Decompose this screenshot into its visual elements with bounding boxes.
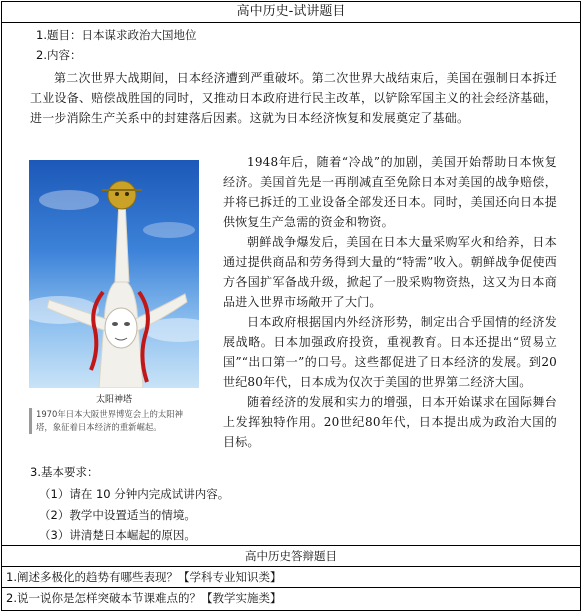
qa-section: [2, 545, 580, 609]
exam-sheet: [1, 1, 581, 611]
requirement-item: （2）教学中设置适当的情境。: [39, 508, 196, 522]
qa-title: 高中历史答辩题目: [2, 546, 580, 567]
qa-question: 2.说一说你是怎样突破本节课难点的？【教学实施类】: [6, 591, 282, 605]
content-column: [223, 152, 557, 452]
requirement-item: （3）讲清楚日本崛起的原因。: [39, 528, 196, 542]
figure-caption: 1970年日本大阪世界博览会上的太阳神塔，象征着日本经济的重新崛起。: [29, 408, 199, 434]
content-label: 2.内容：: [36, 48, 82, 62]
tower-illustration: [29, 160, 199, 388]
requirement-item: （1）请在 10 分钟内完成试讲内容。: [39, 487, 230, 501]
content-paragraph-1: 第二次世界大战期间，日本经济遭到严重破坏。第二次世界大战结束后，美国在强制日本拆迁工业设备、赔偿战胜国的同时，又推动日本政府进行民主改革，以铲除军国主义的社会经济基础，进一步消除生产关系中的封建落后因素。这就为日本经济恢复和发展奠定了基础。: [30, 71, 557, 125]
content-paragraph-5: 随着经济的发展和实力的增强，日本开始谋求在国际舞台上发挥独特作用。20世纪80年代，日本提出成为政治大国的目标。: [223, 395, 557, 449]
page-title: 高中历史-试讲题目: [2, 2, 580, 23]
qa-question: 1.阐述多极化的趋势有哪些表现？【学科专业知识类】: [2, 567, 580, 588]
topic-line: 1.题目：日本谋求政治大国地位: [36, 28, 197, 42]
content-paragraph-3: 朝鲜战争爆发后，美国在日本大量采购军火和给养，日本通过提供商品和劳务得到大量的“特需”收入。朝鲜战争促使西方各国扩军备战升级，掀起了一股采购物资热，这又为日本商品进入世界市场敞开了大门。: [223, 235, 557, 309]
content-paragraph-4: 日本政府根据国内外经济形势，制定出合乎国情的经济发展战略。日本加强政府投资，重视教育。日本还提出“贸易立国”“出口第一”的口号。这些都促进了日本经济的发展。到20世纪80年代，日本成为仅次于美国的世界第二经济大国。: [223, 315, 557, 389]
figure-title: 太阳神塔: [95, 395, 132, 405]
tower-of-the-sun-photo: [29, 160, 199, 388]
content-paragraph-2: 1948年后，随着“冷战”的加剧，美国开始帮助日本恢复经济。美国首先是一再削减直至免除日本对美国的战争赔偿，并将已拆迁的工业设备全部发还日本。同时，美国还向日本提供恢复生产急需的资金和物资。: [223, 155, 557, 229]
figure: [29, 160, 199, 434]
requirements-label: 3.基本要求：: [30, 465, 99, 479]
